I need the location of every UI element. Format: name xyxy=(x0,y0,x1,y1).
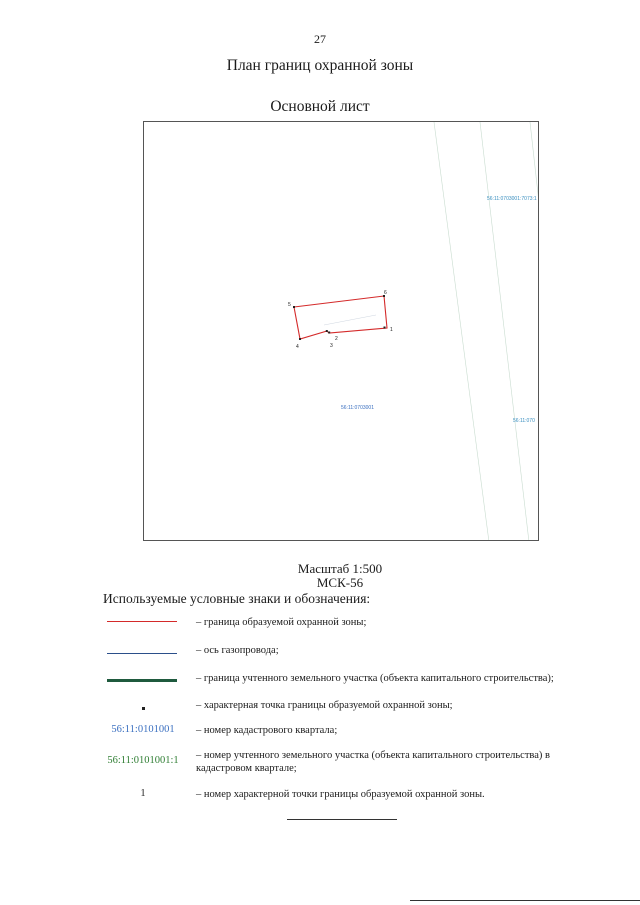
point-label-5: 5 xyxy=(288,302,291,308)
boundary-point-3 xyxy=(326,330,328,332)
sheet-title: Основной лист xyxy=(270,98,370,115)
coordinate-system: МСК-56 xyxy=(316,575,364,590)
boundary-point-1 xyxy=(384,327,386,329)
blue-line-symbol xyxy=(107,653,177,654)
point-label-1: 1 xyxy=(390,327,393,333)
legend-description: – граница учтенного земельного участка (объекта капитального строительства); xyxy=(196,673,554,684)
parcel-boundary-line-left xyxy=(434,122,489,541)
legend-heading: Используемые условные знаки и обозначения: xyxy=(103,591,371,606)
boundary-point-4 xyxy=(299,338,301,340)
parcel-number-symbol: 56:11:0101001:1 xyxy=(107,755,179,766)
legend-description: – граница образуемой охранной зоны; xyxy=(196,617,367,628)
point-label-2: 2 xyxy=(335,336,338,342)
scan-edge-line xyxy=(410,900,640,901)
point-label-3: 3 xyxy=(330,343,333,349)
quarter-number-symbol: 56:11:0101001 xyxy=(111,724,175,735)
parcel-boundary-line-right xyxy=(480,122,529,541)
quarter-label: 56:11:0703001 xyxy=(341,405,374,411)
map-canvas xyxy=(144,122,539,541)
signature-rule xyxy=(287,819,397,820)
legend-description: – номер характерной точки границы образуемой охранной зоны. xyxy=(196,789,485,800)
protection-zone-boundary xyxy=(294,296,387,339)
scale-text: Масштаб 1:500 xyxy=(297,561,383,576)
red-line-symbol xyxy=(107,621,177,622)
legend-description: – номер кадастрового квартала; xyxy=(196,725,338,736)
map-frame xyxy=(143,121,539,541)
point-number-symbol: 1 xyxy=(140,788,146,799)
parcel-label-ne: 56:11:0703001:7073:1 xyxy=(487,196,537,202)
point-label-4: 4 xyxy=(296,344,299,350)
page-number: 27 xyxy=(314,32,326,46)
boundary-point-2 xyxy=(328,332,330,334)
legend-description: – номер учтенного земельного участка (объекта капитального строительства) в кадастровом квартале; xyxy=(196,750,550,774)
legend-description: – характерная точка границы образуемой охранной зоны; xyxy=(196,700,453,711)
point-label-6: 6 xyxy=(384,290,387,296)
parcel-label-e: 56:11:070 xyxy=(513,418,535,424)
green-line-symbol xyxy=(107,679,177,682)
plan-title: План границ охранной зоны xyxy=(226,57,414,74)
gas-pipeline-axis xyxy=(324,315,376,325)
boundary-point-5 xyxy=(293,306,295,308)
point-symbol xyxy=(142,707,145,710)
legend-description: – ось газопровода; xyxy=(196,645,279,656)
